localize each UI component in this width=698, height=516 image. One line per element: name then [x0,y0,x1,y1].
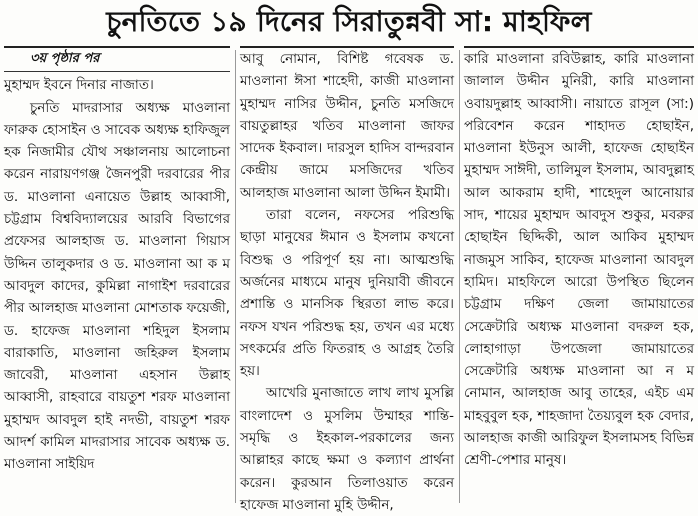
continued-from-label: ৩য় পৃষ্ঠার পর [4,48,230,72]
column-divider-1 [235,50,236,503]
column-1-paragraph-1: মুহাম্মদ ইবনে দিনার নাজাত। [4,77,154,94]
column-1-paragraph-2: চুনতি মাদরাসার অধ্যক্ষ মাওলানা ফারুক হোসাইন ও সাবেক অধ্যক্ষ হাফিজুল হক নিজামীর যৌথ সঞ্চালনায় আলোচনা করেন নারায়ণগঞ্জ জৈনপুরী দরবারের পীর ড. মাওলানা এনায়েত উল্লাহ আব্বাসী, চট্টগ্রাম বিশ্ববিদ্যালয়ের আরবি বিভাগের প্রফেসর আলহাজ ড. মাওলানা গিয়াস উদ্দিন তালুকদার ও ড. মাওলানা আ ক ম আবদুল কাদের, কুমিল্লা নাগাইশ দরবারের পীর আলহাজ মাওলানা মোশতাক ফয়েজী, ড. হাফেজ মাওলানা শহিদুল ইসলাম বারাকাতি, মাওলানা জহিরুল ইসলাম জাবেরী, মাওলানা এহসান উল্লাহ আব্বাসী, রাহবারে বায়তুশ শরফ মাওলানা মুহাম্মদ আবদুল হাই নদভী, বায়তুশ শরফ আদর্শ কামিল মাদরাসার সাবেক অধ্যক্ষ ড. মাওলানা সাইয়িদ [4,99,230,473]
article-column-1 [4,48,230,503]
article-column-3 [464,48,694,503]
headline: চুনতিতে ১৯ দিনের সিরাতুন্নবী সা: মাহফিল [106,5,592,38]
column-2-paragraph-3: আখেরি মুনাজাতে লাখ লাখ মুসল্লি বাংলাদেশ ও মুসলিম উম্মাহর শান্তি-সমৃদ্ধি ও ইহকাল-পরকালের জন্য আল্লাহর কাছে ক্ষমা ও কল্যাণ প্রার্থনা করেন। কুরআন তিলাওয়াত করেন হাফেজ মাওলানা মুহি উদ্দীন, [240,385,454,513]
article-column-2 [240,48,454,513]
column-2-paragraph-2: তারা বলেন, নফসের পরিশুদ্ধি ছাড়া মানুষের ঈমান ও ইসলাম কখনো বিশুদ্ধ ও পরিপূর্ণ হয় না। আত্মশুদ্ধি অর্জনের মাধ্যমে মানুষ দুনিয়াবী জীবনে প্রশান্তি ও মানসিক স্থিরতা লাভ করে। নফস যখন পরিশুদ্ধ হয়, তখন এর মধ্যে সৎকর্মের প্রতি ফিতরাহ ও আগ্রহ তৈরি হয়। [240,207,454,380]
column-3-paragraph-1: কারি মাওলানা রবিউল্লাহ, কারি মাওলানা জালাল উদ্দীন মুনিরী, কারি মাওলানা ওবায়দুল্লাহ আব্বাসী। নায়াতে রাসূল (সা:) পরিবেশন করেন শাহাদত হোছাইন, মাওলানা ইউনুস আলী, হাফেজ হোছাইন মুহাম্মদ সাঈদী, তালিমুল ইসলাম, আবদুল্লাহ আল আকরাম হাদী, শাহেদুল আনোয়ার সাদ, শায়ের মুহাম্মদ আবদুস শুকুর, মবরুর হোছাইন ছিদ্দিকী, আল আকিব মুহাম্মদ নাজমুস সাকিব, হাফেজ মাওলানা আবদুল হামিদ। মাহফিলে আরো উপস্থিত ছিলেন চট্টগ্রাম দক্ষিণ জেলা জামায়াতের সেক্রেটারি অধ্যক্ষ মাওলানা বদরুল হক, লোহাগাড়া উপজেলা জামায়াতের সেক্রেটারি অধ্যক্ষ মাওলানা আ ন ম নোমান, আলহাজ আবু তাহের, এইচ এম মাহবুবুল হক, শাহজাদা তৈয়্যবুল হক বেদার, আলহাজ কাজী আরিফুল ইসলামসহ বিভিন্ন শ্রেণী-পেশার মানুষ। [464,51,694,469]
column-2-paragraph-1: আবু নোমান, বিশিষ্ট গবেষক ড. মাওলানা ঈসা শাহেদী, কাজী মাওলানা মুহাম্মদ নাসির উদ্দীন, চুনতি মসজিদে বায়তুল্লাহর খতিব মাওলানা জাফর সাদেক ইকবাল। দারসুল হাদিস বান্দরবান কেন্দ্রীয় জামে মসজিদের খতিব আলহাজ মাওলানা আলা উদ্দিন ইমামী। [240,51,454,201]
column-divider-2 [459,50,460,503]
